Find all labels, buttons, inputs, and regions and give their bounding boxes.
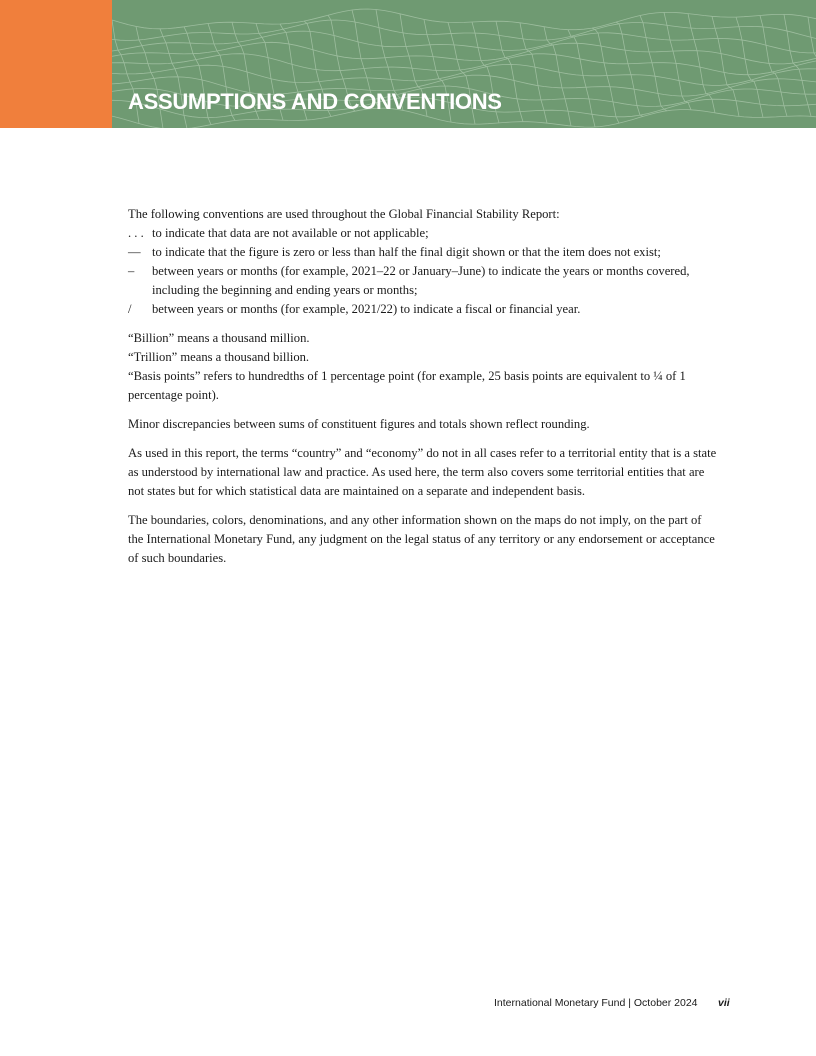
convention-symbol: — [128, 245, 141, 259]
definition-basis-points: “Basis points” refers to hundredths of 1 percentage point (for example, 25 basis points are equivalent to ¼ of 1 percentage point). [128, 369, 686, 402]
definition-billion: “Billion” means a thousand million. [128, 331, 310, 345]
boundaries-note: The boundaries, colors, denominations, and any other information shown on the maps do not imply, on the part of the International Monetary Fund, any judgment on the legal status of any territory or any endorsement or acceptance of such boundaries. [128, 513, 715, 565]
convention-text: between years or months (for example, 2021/22) to indicate a fiscal or financial year. [152, 302, 581, 316]
page-header [0, 0, 816, 128]
convention-symbol: – [128, 264, 135, 278]
intro-text: The following conventions are used throughout the Global Financial Stability Report: [128, 207, 560, 221]
convention-item [128, 300, 720, 319]
country-note: As used in this report, the terms “country” and “economy” do not in all cases refer to a territorial entity that is a state as understood by international law and practice. As used here, the term also covers some territorial entities that are not states but for which statistical data are maintained on a separate and independent basis. [128, 446, 717, 498]
page-number: vii [718, 997, 730, 1009]
mesh-row-line [112, 9, 816, 30]
mesh-row-line [112, 64, 816, 85]
mesh-row-line [112, 31, 816, 53]
footer-publication: International Monetary Fund | October 2024 [494, 997, 698, 1009]
mesh-column-line [712, 16, 739, 116]
convention-item [128, 243, 720, 262]
convention-symbol: . . . [128, 226, 144, 240]
convention-item [128, 262, 720, 300]
conventions-list [128, 224, 720, 319]
mesh-row-line [112, 20, 816, 41]
mesh-row-line [112, 54, 816, 75]
convention-text: to indicate that the figure is zero or less than half the final digit shown or that the item does not exist; [152, 245, 661, 259]
conventions-body [128, 205, 720, 578]
page-title: ASSUMPTIONS AND CONVENTIONS [128, 89, 502, 114]
convention-text: between years or months (for example, 2021–22 or January–June) to indicate the years or months covered, including the beginning and ending years or months; [152, 264, 690, 297]
definition-trillion: “Trillion” means a thousand billion. [128, 350, 310, 364]
convention-symbol: / [128, 302, 132, 316]
rounding-note: Minor discrepancies between sums of constituent figures and totals shown reflect rounding. [128, 417, 590, 431]
mesh-column-line [520, 23, 547, 123]
mesh-column-line [760, 16, 787, 117]
orange-accent-block [0, 0, 112, 128]
convention-text: to indicate that data are not available or not applicable; [152, 226, 429, 240]
convention-item [128, 224, 720, 243]
